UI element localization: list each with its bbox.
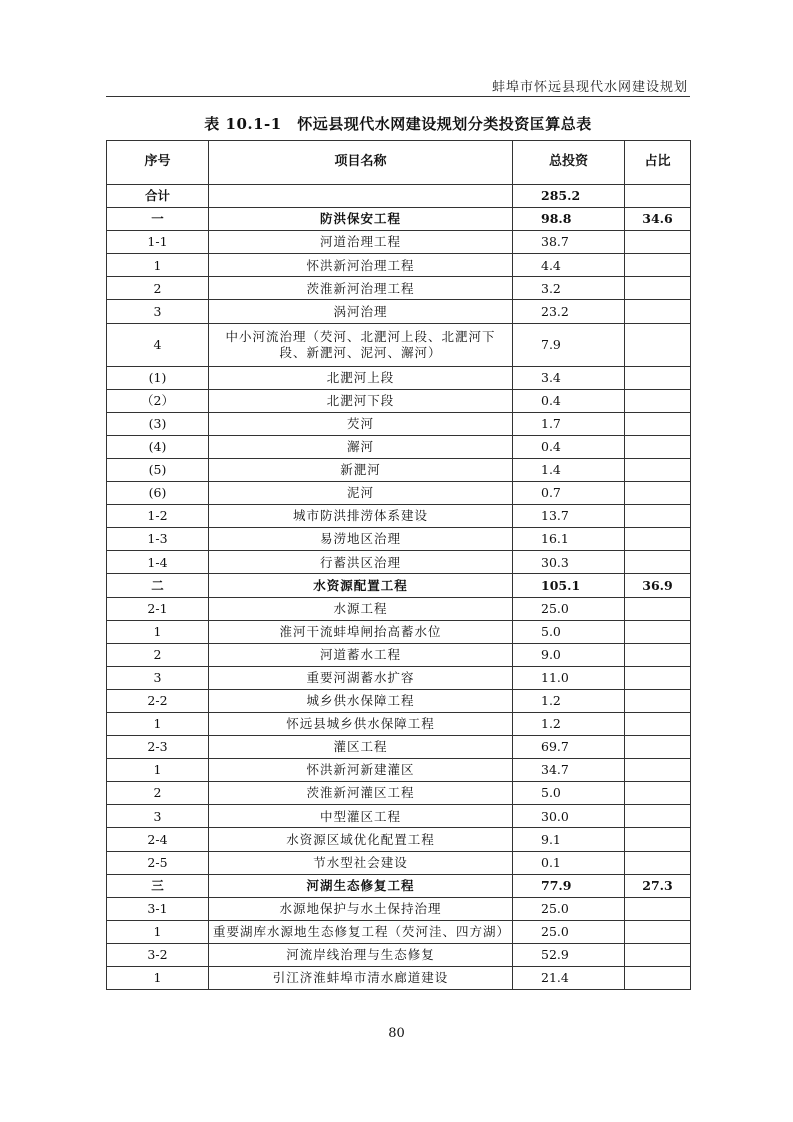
investment-cell: 21.4 <box>513 967 625 990</box>
row-number-cell: 三 <box>107 874 209 897</box>
table-row <box>107 666 691 689</box>
table-row <box>107 185 691 208</box>
table-title: 表 10.1-1 怀远县现代水网建设规划分类投资匡算总表 <box>204 115 592 133</box>
table-row <box>107 689 691 712</box>
ratio-cell <box>625 597 691 620</box>
row-number-cell: 1 <box>107 920 209 943</box>
row-number-cell: （2） <box>107 389 209 412</box>
table-row <box>107 366 691 389</box>
ratio-cell <box>625 323 691 366</box>
table-row <box>107 231 691 254</box>
table-row <box>107 551 691 574</box>
project-name-cell: 水源工程 <box>209 597 513 620</box>
investment-cell: 38.7 <box>513 231 625 254</box>
row-number-cell: 1 <box>107 967 209 990</box>
col-header-name: 项目名称 <box>209 141 513 185</box>
ratio-cell <box>625 231 691 254</box>
ratio-cell <box>625 897 691 920</box>
table-row <box>107 482 691 505</box>
project-name-cell: 茨淮新河灌区工程 <box>209 782 513 805</box>
ratio-cell <box>625 551 691 574</box>
row-number-cell: 一 <box>107 208 209 231</box>
table-row <box>107 920 691 943</box>
ratio-cell <box>625 185 691 208</box>
table-body <box>107 185 691 990</box>
ratio-cell <box>625 828 691 851</box>
ratio-cell <box>625 689 691 712</box>
investment-cell: 1.2 <box>513 712 625 735</box>
ratio-cell <box>625 759 691 782</box>
investment-cell: 9.1 <box>513 828 625 851</box>
investment-cell: 5.0 <box>513 620 625 643</box>
table-row <box>107 759 691 782</box>
project-name-cell: 河流岸线治理与生态修复 <box>209 943 513 966</box>
ratio-cell <box>625 782 691 805</box>
investment-cell: 0.7 <box>513 482 625 505</box>
table-row <box>107 208 691 231</box>
ratio-cell <box>625 920 691 943</box>
ratio-cell <box>625 967 691 990</box>
row-number-cell: (1) <box>107 366 209 389</box>
project-name-cell: 重要湖库水源地生态修复工程（芡河洼、四方湖） <box>209 920 513 943</box>
col-header-amount: 总投资 <box>513 141 625 185</box>
project-name-cell: 易涝地区治理 <box>209 528 513 551</box>
table-row <box>107 805 691 828</box>
investment-table-container <box>106 140 690 990</box>
investment-cell: 30.3 <box>513 551 625 574</box>
project-name-cell: 引江济淮蚌埠市清水廊道建设 <box>209 967 513 990</box>
ratio-cell <box>625 505 691 528</box>
investment-cell: 30.0 <box>513 805 625 828</box>
table-row <box>107 323 691 366</box>
project-name-cell: 中型灌区工程 <box>209 805 513 828</box>
investment-cell: 3.4 <box>513 366 625 389</box>
project-name-cell: 北淝河上段 <box>209 366 513 389</box>
project-name-cell: 淮河干流蚌埠闸抬高蓄水位 <box>209 620 513 643</box>
ratio-cell <box>625 254 691 277</box>
ratio-cell <box>625 277 691 300</box>
ratio-cell <box>625 389 691 412</box>
ratio-cell <box>625 712 691 735</box>
project-name-cell: 水源地保护与水土保持治理 <box>209 897 513 920</box>
table-row <box>107 897 691 920</box>
investment-cell: 52.9 <box>513 943 625 966</box>
project-name-cell: 河湖生态修复工程 <box>209 874 513 897</box>
table-row <box>107 643 691 666</box>
row-number-cell: (5) <box>107 458 209 481</box>
table-row <box>107 736 691 759</box>
table-row <box>107 277 691 300</box>
row-number-cell: 3 <box>107 666 209 689</box>
table-row <box>107 574 691 597</box>
table-row <box>107 412 691 435</box>
ratio-cell: 36.9 <box>625 574 691 597</box>
ratio-cell <box>625 458 691 481</box>
row-number-cell: 4 <box>107 323 209 366</box>
project-name-cell: 涡河治理 <box>209 300 513 323</box>
project-name-cell: 怀远县城乡供水保障工程 <box>209 712 513 735</box>
project-name-cell: 水资源区域优化配置工程 <box>209 828 513 851</box>
row-number-cell: 2-2 <box>107 689 209 712</box>
project-name-cell: 新淝河 <box>209 458 513 481</box>
project-name-cell: 北淝河下段 <box>209 389 513 412</box>
investment-cell: 1.2 <box>513 689 625 712</box>
row-number-cell: 1-4 <box>107 551 209 574</box>
row-number-cell: 2 <box>107 643 209 666</box>
project-name-cell: 怀洪新河新建灌区 <box>209 759 513 782</box>
investment-cell: 9.0 <box>513 643 625 666</box>
row-number-cell: 1-3 <box>107 528 209 551</box>
investment-cell: 23.2 <box>513 300 625 323</box>
table-row <box>107 528 691 551</box>
project-name-cell: 重要河湖蓄水扩容 <box>209 666 513 689</box>
investment-cell: 1.4 <box>513 458 625 481</box>
investment-cell: 25.0 <box>513 597 625 620</box>
row-number-cell: 1 <box>107 620 209 643</box>
investment-cell: 98.8 <box>513 208 625 231</box>
project-name-cell: 中小河流治理（芡河、北淝河上段、北淝河下段、新淝河、泥河、澥河） <box>209 323 513 366</box>
col-header-ratio: 占比 <box>625 141 691 185</box>
ratio-cell <box>625 300 691 323</box>
table-row <box>107 620 691 643</box>
ratio-cell <box>625 620 691 643</box>
row-number-cell: 3-2 <box>107 943 209 966</box>
investment-cell: 0.4 <box>513 389 625 412</box>
row-number-cell: 1 <box>107 254 209 277</box>
table-row <box>107 389 691 412</box>
project-name-cell: 河道蓄水工程 <box>209 643 513 666</box>
project-name-cell <box>209 185 513 208</box>
project-name-cell: 城市防洪排涝体系建设 <box>209 505 513 528</box>
header-rule <box>106 96 690 97</box>
running-header: 蚌埠市怀远县现代水网建设规划 <box>491 80 688 95</box>
investment-cell: 3.2 <box>513 277 625 300</box>
investment-table <box>106 140 691 990</box>
ratio-cell <box>625 435 691 458</box>
investment-cell: 285.2 <box>513 185 625 208</box>
row-number-cell: 1-2 <box>107 505 209 528</box>
project-name-cell: 灌区工程 <box>209 736 513 759</box>
ratio-cell <box>625 736 691 759</box>
table-row <box>107 712 691 735</box>
table-row <box>107 254 691 277</box>
table-row <box>107 851 691 874</box>
ratio-cell: 34.6 <box>625 208 691 231</box>
project-name-cell: 防洪保安工程 <box>209 208 513 231</box>
project-name-cell: 泥河 <box>209 482 513 505</box>
row-number-cell: 2-4 <box>107 828 209 851</box>
investment-cell: 25.0 <box>513 897 625 920</box>
investment-cell: 34.7 <box>513 759 625 782</box>
table-row <box>107 828 691 851</box>
investment-cell: 11.0 <box>513 666 625 689</box>
table-row <box>107 458 691 481</box>
project-name-cell: 城乡供水保障工程 <box>209 689 513 712</box>
row-number-cell: (6) <box>107 482 209 505</box>
row-number-cell: (3) <box>107 412 209 435</box>
row-number-cell: 2 <box>107 277 209 300</box>
project-name-cell: 茨淮新河治理工程 <box>209 277 513 300</box>
col-header-no: 序号 <box>107 141 209 185</box>
investment-cell: 69.7 <box>513 736 625 759</box>
table-row <box>107 300 691 323</box>
investment-cell: 0.4 <box>513 435 625 458</box>
ratio-cell <box>625 666 691 689</box>
ratio-cell <box>625 805 691 828</box>
row-number-cell: 1 <box>107 712 209 735</box>
table-row <box>107 967 691 990</box>
project-name-cell: 水资源配置工程 <box>209 574 513 597</box>
ratio-cell <box>625 412 691 435</box>
ratio-cell <box>625 943 691 966</box>
investment-cell: 25.0 <box>513 920 625 943</box>
project-name-cell: 行蓄洪区治理 <box>209 551 513 574</box>
row-number-cell: 3 <box>107 300 209 323</box>
row-number-cell: 3-1 <box>107 897 209 920</box>
row-number-cell: 2-5 <box>107 851 209 874</box>
investment-cell: 4.4 <box>513 254 625 277</box>
ratio-cell: 27.3 <box>625 874 691 897</box>
ratio-cell <box>625 643 691 666</box>
investment-cell: 16.1 <box>513 528 625 551</box>
investment-cell: 7.9 <box>513 323 625 366</box>
row-number-cell: 3 <box>107 805 209 828</box>
ratio-cell <box>625 482 691 505</box>
table-row <box>107 597 691 620</box>
investment-cell: 13.7 <box>513 505 625 528</box>
investment-cell: 105.1 <box>513 574 625 597</box>
investment-cell: 77.9 <box>513 874 625 897</box>
row-number-cell: 2-3 <box>107 736 209 759</box>
investment-cell: 0.1 <box>513 851 625 874</box>
page-number: 80 <box>388 1026 405 1041</box>
project-name-cell: 怀洪新河治理工程 <box>209 254 513 277</box>
ratio-cell <box>625 528 691 551</box>
row-number-cell: 合计 <box>107 185 209 208</box>
table-header-row <box>107 141 691 185</box>
table-row <box>107 505 691 528</box>
investment-cell: 5.0 <box>513 782 625 805</box>
row-number-cell: 二 <box>107 574 209 597</box>
row-number-cell: (4) <box>107 435 209 458</box>
table-row <box>107 435 691 458</box>
investment-cell: 1.7 <box>513 412 625 435</box>
row-number-cell: 1-1 <box>107 231 209 254</box>
row-number-cell: 2 <box>107 782 209 805</box>
table-row <box>107 782 691 805</box>
row-number-cell: 2-1 <box>107 597 209 620</box>
ratio-cell <box>625 851 691 874</box>
row-number-cell: 1 <box>107 759 209 782</box>
project-name-cell: 芡河 <box>209 412 513 435</box>
project-name-cell: 澥河 <box>209 435 513 458</box>
project-name-cell: 节水型社会建设 <box>209 851 513 874</box>
table-row <box>107 874 691 897</box>
ratio-cell <box>625 366 691 389</box>
table-row <box>107 943 691 966</box>
project-name-cell: 河道治理工程 <box>209 231 513 254</box>
